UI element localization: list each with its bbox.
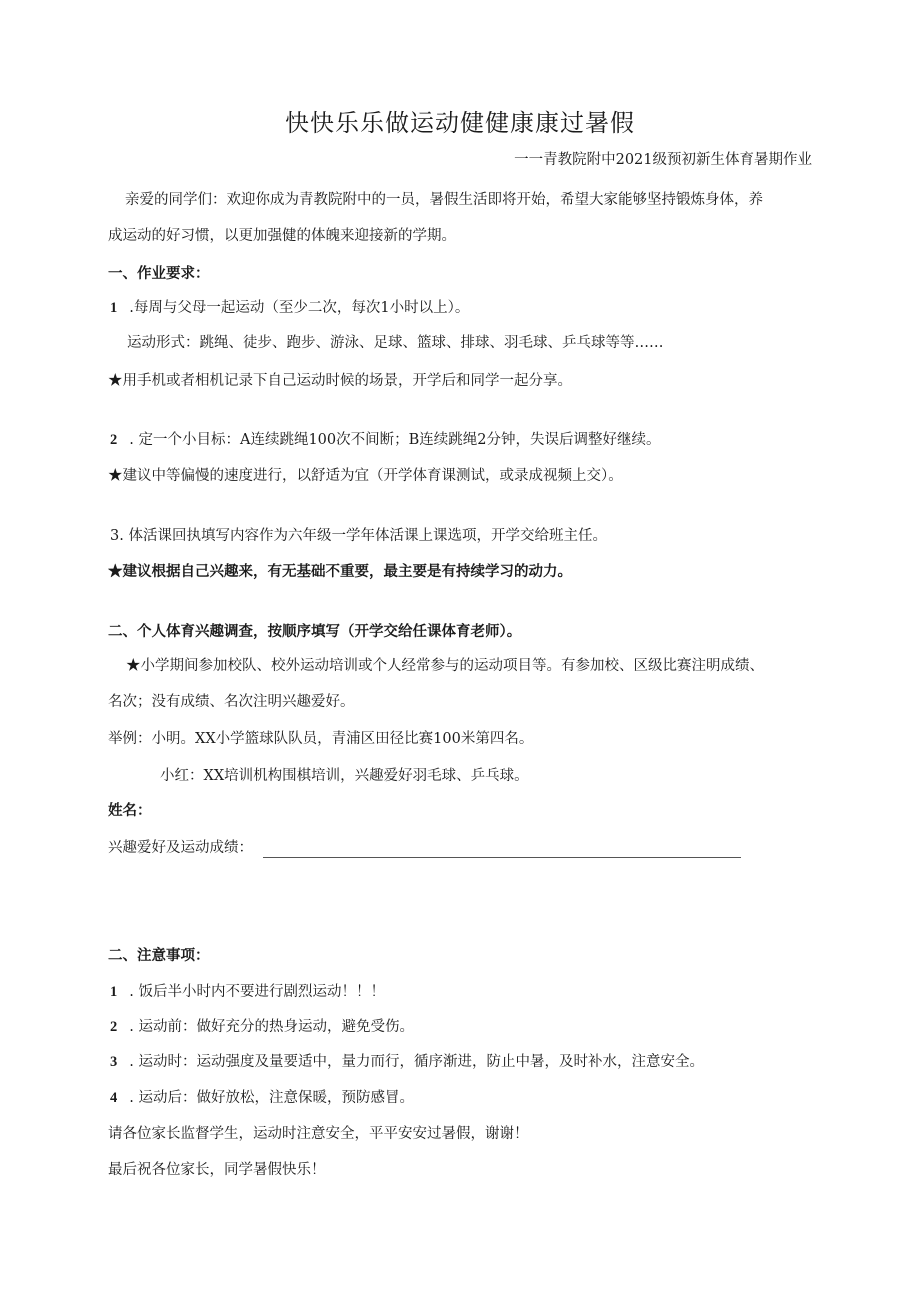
notice-number: 3 xyxy=(110,1054,118,1070)
notice-text: . 运动时：运动强度及量要适中，量力而行，循序渐进，防止中暑，及时补水，注意安全。 xyxy=(129,1054,704,1070)
notice-item xyxy=(110,1052,704,1072)
section-3-heading: 二、注意事项： xyxy=(108,947,210,964)
intro-line-2: 成运动的好习惯，以更加强健的体魄来迎接新的学期。 xyxy=(108,228,456,244)
notice-text: . 运动后：做好放松，注意保暖，预防感冒。 xyxy=(129,1090,414,1106)
requirement-3-note: ★建议根据自己兴趣来，有无基础不重要，最主要是有持续学习的动力。 xyxy=(108,563,572,580)
page-title: 快快乐乐做运动健健康康过暑假 xyxy=(285,109,635,137)
survey-note-1: ★小学期间参加校队、校外运动培训或个人经常参与的运动项目等。有参加校、区级比赛注明成绩、 xyxy=(126,658,764,674)
notice-item xyxy=(110,1017,414,1037)
notice-text: . 运动前：做好充分的热身运动，避免受伤。 xyxy=(129,1019,414,1035)
notice-number: 1 xyxy=(110,984,118,1000)
requirement-3: 3. 体活课回执填写内容作为六年级一学年体活课上课选项，开学交给班主任。 xyxy=(110,528,607,544)
requirement-2-number: 2 xyxy=(110,432,118,448)
example-2: 小红：XX培训机构围棋培训，兴趣爱好羽毛球、乒乓球。 xyxy=(160,768,529,784)
requirement-2-text: . 定一个小目标：A连续跳绳100次不间断；B连续跳绳2分钟，失误后调整好继续。 xyxy=(129,432,661,448)
section-1-heading: 一、作业要求： xyxy=(108,265,210,282)
intro-line-1: 亲爱的同学们：欢迎你成为青教院附中的一员，暑假生活即将开始，希望大家能够坚持锻炼身体，养 xyxy=(125,192,763,208)
requirement-2 xyxy=(110,430,661,450)
example-1: 举例：小明。XX小学篮球队队员，青浦区田径比赛100米第四名。 xyxy=(108,731,534,747)
closing-2: 最后祝各位家长，同学暑假快乐！ xyxy=(108,1162,326,1178)
requirement-1-text: .每周与父母一起运动（至少二次，每次1小时以上）。 xyxy=(129,300,470,316)
requirement-2-note: ★建议中等偏慢的速度进行，以舒适为宜（开学体育课测试，或录成视频上交）。 xyxy=(108,468,623,484)
closing-1: 请各位家长监督学生，运动时注意安全，平平安安过暑假，谢谢！ xyxy=(108,1126,529,1142)
requirement-1-number: 1 xyxy=(110,300,118,316)
notice-text: . 饭后半小时内不要进行剧烈运动！！！ xyxy=(129,984,385,1000)
requirement-1 xyxy=(110,298,469,318)
hobby-label: 兴趣爱好及运动成绩： xyxy=(108,840,253,856)
survey-note-2: 名次；没有成绩、名次注明兴趣爱好。 xyxy=(108,694,355,710)
hobby-input-line[interactable] xyxy=(263,843,741,858)
requirement-1-note: ★用手机或者相机记录下自己运动时候的场景，开学后和同学一起分享。 xyxy=(108,373,572,389)
hobby-row xyxy=(108,838,741,858)
notice-item xyxy=(110,982,385,1002)
section-2-heading: 二、个人体育兴趣调查，按顺序填写（开学交给任课体育老师）。 xyxy=(108,623,522,640)
notice-number: 2 xyxy=(110,1019,118,1035)
notice-item xyxy=(110,1088,414,1108)
exercise-forms: 运动形式：跳绳、徒步、跑步、游泳、足球、篮球、排球、羽毛球、乒乓球等等…… xyxy=(127,335,664,351)
subtitle: 一一青教院附中2021级预初新生体育暑期作业 xyxy=(514,152,812,168)
name-label: 姓名： xyxy=(108,802,152,819)
notice-number: 4 xyxy=(110,1090,118,1106)
